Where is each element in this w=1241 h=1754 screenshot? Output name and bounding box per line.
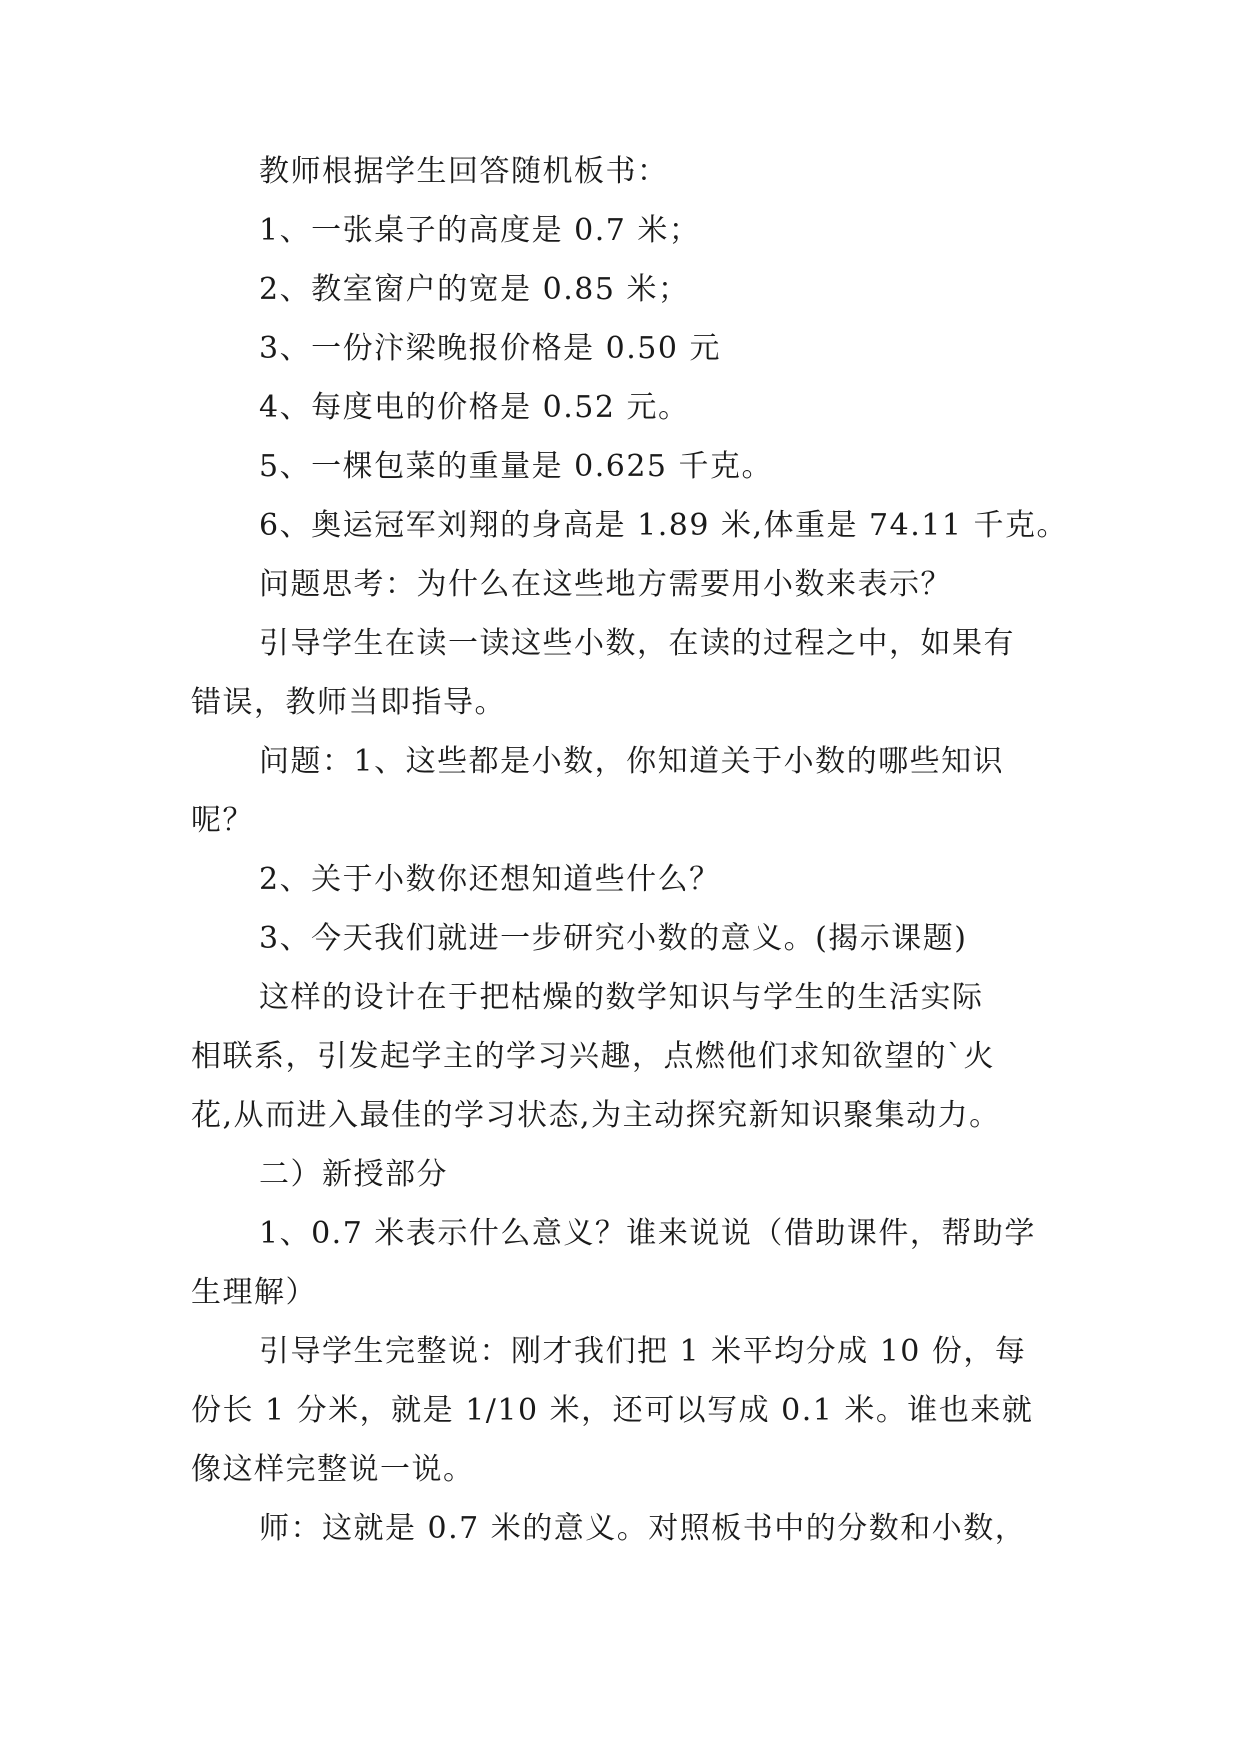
text-line: 1、0.7 米表示什么意义？谁来说说（借助课件，帮助学 [259, 1216, 1036, 1251]
text-line: 1、一张桌子的高度是 0.7 米； [259, 213, 701, 248]
text-line: 问题思考：为什么在这些地方需要用小数来表示？ [259, 567, 952, 602]
text-line: 错误，教师当即指导。 [191, 685, 506, 720]
text-line: 3、一份汴梁晚报价格是 0.50 元 [259, 331, 721, 366]
text-line: 这样的设计在于把枯燥的数学知识与学生的生活实际 [259, 980, 984, 1015]
text-line: 2、教室窗户的宽是 0.85 米； [259, 272, 690, 307]
text-line: 生理解） [191, 1275, 317, 1310]
text-line: 引导学生在读一读这些小数，在读的过程之中，如果有 [259, 626, 1015, 661]
text-line: 像这样完整说一说。 [191, 1452, 475, 1487]
text-line: 4、每度电的价格是 0.52 元。 [259, 390, 690, 425]
text-line: 师：这就是 0.7 米的意义。对照板书中的分数和小数， [259, 1511, 1027, 1546]
section-heading: 二）新授部分 [259, 1157, 448, 1192]
text-line: 2、关于小数你还想知道些什么？ [259, 862, 721, 897]
text-line: 3、今天我们就进一步研究小数的意义。(揭示课题) [259, 921, 968, 956]
text-line: 花,从而进入最佳的学习状态,为主动探究新知识聚集动力。 [191, 1098, 1001, 1133]
text-line: 引导学生完整说：刚才我们把 1 米平均分成 10 份，每 [259, 1334, 1027, 1369]
text-line: 问题：1、这些都是小数，你知道关于小数的哪些知识 [259, 744, 1005, 779]
text-line: 份长 1 分米，就是 1/10 米，还可以写成 0.1 米。谁也来就 [191, 1393, 1034, 1428]
text-line: 呢？ [191, 803, 254, 838]
text-line: 5、一棵包菜的重量是 0.625 千克。 [259, 449, 774, 484]
text-line: 相联系，引发起学主的学习兴趣，点燃他们求知欲望的`火 [191, 1039, 995, 1074]
text-line: 教师根据学生回答随机板书： [259, 154, 669, 189]
text-line: 6、奥运冠军刘翔的身高是 1.89 米,体重是 74.11 千克。 [259, 508, 1068, 543]
